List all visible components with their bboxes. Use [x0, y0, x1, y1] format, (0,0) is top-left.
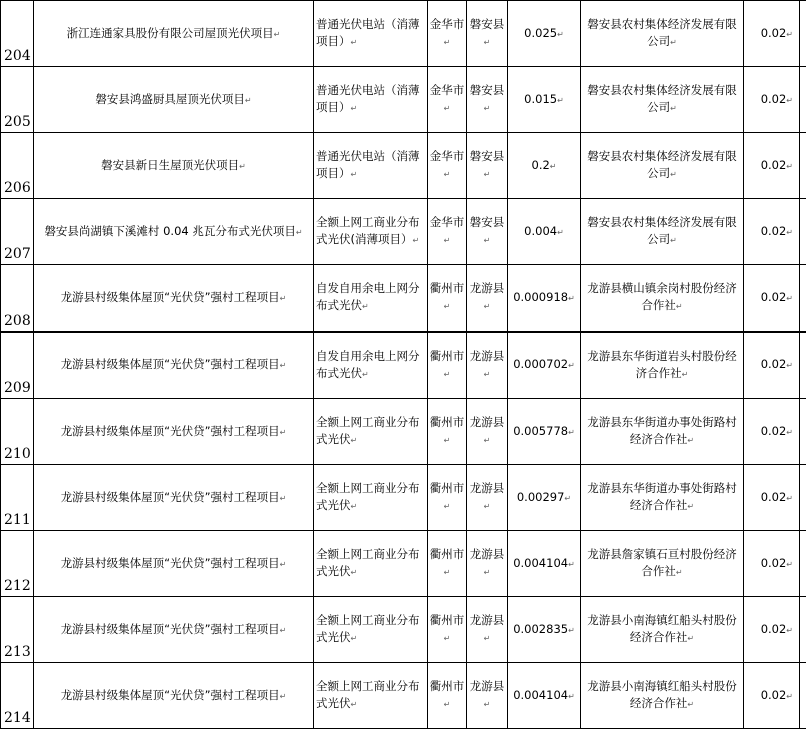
project-type-cell-text: 全额上网工商业分布式光伏 — [316, 415, 420, 446]
row-number-text: 205 — [4, 114, 31, 130]
row-number — [1, 399, 34, 465]
paragraph-mark-icon: ↵ — [483, 170, 491, 179]
capacity-cell-text: 0.015 — [524, 91, 558, 106]
owner-cell — [581, 199, 744, 265]
paragraph-mark-icon: ↵ — [443, 502, 451, 511]
owner-cell-text: 龙游县东华街道岩头村股份经济合作社 — [587, 348, 737, 380]
capacity-cell — [508, 67, 581, 133]
capacity-cell-text: 0.004104 — [513, 555, 569, 570]
city-cell — [428, 332, 467, 399]
row-number-text: 208 — [4, 312, 31, 329]
table-row — [1, 465, 806, 531]
price-cell — [744, 1, 800, 67]
paragraph-mark-icon: ↵ — [675, 568, 683, 577]
county-cell — [467, 265, 508, 332]
paragraph-mark-icon: ↵ — [279, 361, 287, 371]
county-cell — [467, 199, 508, 265]
project-type-cell-text: 普通光伏电站（消薄项目） — [316, 83, 420, 114]
county-cell — [467, 399, 508, 465]
project-name-cell-text: 龙游县村级集体屋顶“光伏贷”强村工程项目 — [60, 289, 280, 304]
project-name-cell — [34, 199, 314, 265]
project-name-cell-text: 龙游县村级集体屋顶“光伏贷”强村工程项目 — [60, 555, 280, 570]
county-cell-text: 龙游县 — [469, 679, 505, 693]
county-cell — [467, 531, 508, 597]
paragraph-mark-icon: ↵ — [443, 38, 451, 47]
capacity-cell — [508, 199, 581, 265]
paragraph-mark-icon: ↵ — [687, 700, 695, 709]
county-cell-text: 磐安县 — [469, 17, 505, 31]
project-name-cell — [34, 265, 314, 332]
capacity-cell — [508, 663, 581, 729]
project-type-cell-text: 全额上网工商业分布式光伏 — [316, 481, 420, 512]
county-cell — [467, 663, 508, 729]
paragraph-mark-icon: ↵ — [786, 29, 793, 39]
project-name-cell — [34, 399, 314, 465]
owner-cell-text: 龙游县东华街道办事处街路村经济合作社 — [587, 481, 737, 512]
paragraph-mark-icon: ↵ — [443, 236, 451, 245]
edge-cell — [800, 465, 806, 531]
edge-cell — [800, 1, 806, 67]
paragraph-mark-icon: ↵ — [279, 493, 287, 503]
project-type-cell — [314, 399, 428, 465]
city-cell — [428, 399, 467, 465]
city-cell-text: 衢州市 — [429, 547, 465, 561]
price-cell — [744, 531, 800, 597]
paragraph-mark-icon: ↵ — [568, 559, 575, 569]
paragraph-mark-icon: ↵ — [568, 293, 575, 303]
project-name-cell-text: 浙江连通家具股份有限公司屋顶光伏项目 — [66, 25, 274, 40]
owner-cell-text: 龙游县詹家镇石亘村股份经济合作社 — [587, 547, 737, 578]
paragraph-mark-icon: ↵ — [687, 502, 695, 511]
paragraph-mark-icon: ↵ — [670, 38, 677, 47]
paragraph-mark-icon: ↵ — [443, 302, 451, 312]
capacity-cell — [508, 465, 581, 531]
table-row — [1, 133, 806, 199]
paragraph-mark-icon: ↵ — [568, 691, 575, 701]
owner-cell-text: 磐安县农村集体经济发展有限公司 — [587, 17, 737, 48]
county-cell-text: 龙游县 — [469, 281, 505, 296]
city-cell — [428, 531, 467, 597]
project-name-cell-text: 龙游县村级集体屋顶“光伏贷”强村工程项目 — [60, 357, 280, 372]
project-type-cell — [314, 265, 428, 332]
paragraph-mark-icon: ↵ — [549, 161, 557, 171]
city-cell-text: 衢州市 — [429, 679, 465, 693]
price-cell — [744, 133, 800, 199]
row-number — [1, 663, 34, 729]
paragraph-mark-icon: ↵ — [483, 104, 491, 113]
project-type-cell — [314, 663, 428, 729]
county-cell — [467, 1, 508, 67]
table-row — [1, 597, 806, 663]
price-cell-text: 0.02 — [760, 357, 787, 372]
project-type-cell-text: 普通光伏电站（消薄项目） — [316, 149, 420, 180]
paragraph-mark-icon: ↵ — [443, 369, 451, 379]
paragraph-mark-icon: ↵ — [443, 568, 451, 577]
owner-cell — [581, 265, 744, 332]
paragraph-mark-icon: ↵ — [557, 95, 564, 105]
owner-cell — [581, 332, 744, 399]
project-type-cell-text: 普通光伏电站（消薄项目） — [316, 17, 420, 48]
project-name-cell-text: 龙游县村级集体屋顶“光伏贷”强村工程项目 — [60, 621, 280, 636]
capacity-cell-text: 0.004104 — [513, 687, 569, 702]
county-cell — [467, 332, 508, 399]
price-cell-text: 0.02 — [760, 687, 787, 702]
capacity-cell — [508, 531, 581, 597]
county-cell-text: 龙游县 — [469, 415, 505, 429]
owner-cell-text: 磐安县农村集体经济发展有限公司 — [587, 215, 737, 246]
county-cell — [467, 597, 508, 663]
paragraph-mark-icon: ↵ — [350, 170, 358, 179]
paragraph-mark-icon: ↵ — [279, 559, 287, 569]
row-number-text: 213 — [4, 644, 31, 660]
row-number — [1, 67, 34, 133]
paragraph-mark-icon: ↵ — [786, 227, 793, 237]
county-cell — [467, 465, 508, 531]
edge-cell — [800, 663, 806, 729]
paragraph-mark-icon: ↵ — [350, 634, 358, 643]
project-type-cell — [314, 67, 428, 133]
paragraph-mark-icon: ↵ — [362, 302, 369, 312]
paragraph-mark-icon: ↵ — [443, 170, 451, 179]
project-name-cell-text: 磐安县尚湖镇下溪滩村 0.04 兆瓦分布式光伏项目 — [44, 223, 296, 238]
county-cell — [467, 133, 508, 199]
paragraph-mark-icon: ↵ — [786, 625, 793, 635]
city-cell-text: 金华市 — [429, 17, 465, 31]
city-cell — [428, 663, 467, 729]
owner-cell-text: 龙游县横山镇余岗村股份经济合作社 — [587, 281, 737, 313]
paragraph-mark-icon: ↵ — [568, 625, 575, 635]
project-name-cell-text: 磐安县鸿盛厨具屋顶光伏项目 — [95, 91, 245, 106]
table-row — [1, 67, 806, 133]
paragraph-mark-icon: ↵ — [483, 568, 491, 577]
project-name-cell — [34, 531, 314, 597]
county-cell-text: 磐安县 — [469, 83, 505, 97]
paragraph-mark-icon: ↵ — [786, 493, 793, 503]
paragraph-mark-icon: ↵ — [483, 634, 491, 643]
owner-cell — [581, 597, 744, 663]
project-name-cell-text: 龙游县村级集体屋顶“光伏贷”强村工程项目 — [60, 687, 280, 702]
capacity-cell-text: 0.002835 — [513, 621, 569, 636]
capacity-cell-text: 0.00297 — [516, 489, 565, 504]
project-type-cell-text: 自发自用余电上网分布式光伏 — [316, 281, 420, 313]
table-row — [1, 199, 806, 265]
owner-cell-text: 磐安县农村集体经济发展有限公司 — [587, 83, 737, 114]
paragraph-mark-icon: ↵ — [350, 38, 358, 47]
project-type-cell — [314, 199, 428, 265]
paragraph-mark-icon: ↵ — [244, 95, 252, 105]
paragraph-mark-icon: ↵ — [443, 700, 451, 709]
project-type-cell — [314, 133, 428, 199]
paragraph-mark-icon: ↵ — [786, 293, 793, 303]
paragraph-mark-icon: ↵ — [670, 170, 677, 179]
paragraph-mark-icon: ↵ — [568, 361, 575, 371]
city-cell-text: 衢州市 — [429, 481, 465, 495]
city-cell — [428, 133, 467, 199]
project-type-cell — [314, 465, 428, 531]
project-name-cell-text: 磐安县新日生屋顶光伏项目 — [101, 157, 240, 172]
owner-cell — [581, 67, 744, 133]
owner-cell-text: 龙游县东华街道办事处街路村经济合作社 — [587, 415, 737, 446]
table-row — [1, 1, 806, 67]
owner-cell-text: 磐安县农村集体经济发展有限公司 — [587, 149, 737, 180]
paragraph-mark-icon: ↵ — [670, 236, 677, 245]
price-cell — [744, 663, 800, 729]
paragraph-mark-icon: ↵ — [483, 302, 491, 312]
paragraph-mark-icon: ↵ — [483, 38, 491, 47]
edge-cell — [800, 199, 806, 265]
city-cell — [428, 67, 467, 133]
paragraph-mark-icon: ↵ — [295, 227, 303, 237]
price-cell — [744, 597, 800, 663]
row-number-text: 210 — [4, 446, 31, 462]
county-cell-text: 磐安县 — [469, 215, 505, 229]
paragraph-mark-icon: ↵ — [786, 691, 793, 701]
table-row — [1, 531, 806, 597]
price-cell-text: 0.02 — [760, 555, 787, 570]
paragraph-mark-icon: ↵ — [786, 559, 793, 569]
paragraph-mark-icon: ↵ — [564, 493, 572, 503]
table-row — [1, 399, 806, 465]
table-row — [1, 332, 806, 399]
capacity-cell-text: 0.000702 — [513, 357, 569, 372]
price-cell-text: 0.02 — [760, 621, 787, 636]
city-cell-text: 衢州市 — [429, 415, 465, 429]
paragraph-mark-icon: ↵ — [557, 29, 564, 39]
paragraph-mark-icon: ↵ — [483, 700, 491, 709]
paragraph-mark-icon: ↵ — [670, 104, 677, 113]
row-number-text: 212 — [4, 578, 31, 594]
project-type-cell — [314, 531, 428, 597]
row-number — [1, 597, 34, 663]
paragraph-mark-icon: ↵ — [443, 634, 451, 643]
capacity-cell-text: 0.2 — [531, 157, 550, 172]
price-cell-text: 0.02 — [760, 25, 787, 40]
capacity-cell — [508, 597, 581, 663]
city-cell — [428, 199, 467, 265]
project-name-cell — [34, 1, 314, 67]
city-cell — [428, 597, 467, 663]
paragraph-mark-icon: ↵ — [279, 625, 287, 635]
paragraph-mark-icon: ↵ — [483, 502, 491, 511]
row-number-text: 207 — [4, 246, 31, 262]
project-name-cell — [34, 663, 314, 729]
project-name-cell — [34, 465, 314, 531]
paragraph-mark-icon: ↵ — [786, 427, 793, 437]
paragraph-mark-icon: ↵ — [687, 436, 695, 445]
price-cell-text: 0.02 — [760, 489, 787, 504]
paragraph-mark-icon: ↵ — [687, 634, 695, 643]
paragraph-mark-icon: ↵ — [443, 436, 451, 445]
price-cell-text: 0.02 — [760, 157, 787, 172]
capacity-cell-text: 0.005778 — [513, 423, 569, 438]
row-number — [1, 1, 34, 67]
price-cell-text: 0.02 — [760, 91, 787, 106]
capacity-cell-text: 0.025 — [524, 25, 558, 40]
county-cell-text: 龙游县 — [469, 547, 505, 561]
row-number-text: 214 — [4, 710, 31, 726]
county-cell-text: 龙游县 — [469, 348, 505, 363]
owner-cell — [581, 133, 744, 199]
price-cell — [744, 399, 800, 465]
price-cell — [744, 465, 800, 531]
edge-cell — [800, 133, 806, 199]
edge-cell — [800, 597, 806, 663]
paragraph-mark-icon: ↵ — [483, 236, 491, 245]
paragraph-mark-icon: ↵ — [350, 568, 358, 577]
capacity-cell-text: 0.000918 — [513, 289, 569, 304]
paragraph-mark-icon: ↵ — [483, 369, 491, 379]
price-cell — [744, 199, 800, 265]
row-number — [1, 199, 34, 265]
edge-cell — [800, 399, 806, 465]
edge-cell — [800, 531, 806, 597]
paragraph-mark-icon: ↵ — [568, 427, 575, 437]
paragraph-mark-icon: ↵ — [786, 95, 793, 105]
paragraph-mark-icon: ↵ — [239, 161, 246, 171]
price-cell — [744, 265, 800, 332]
project-name-cell-text: 龙游县村级集体屋顶“光伏贷”强村工程项目 — [60, 489, 280, 504]
price-cell — [744, 67, 800, 133]
row-number-text: 211 — [4, 512, 31, 528]
paragraph-mark-icon: ↵ — [350, 436, 358, 445]
paragraph-mark-icon: ↵ — [483, 436, 491, 445]
project-name-cell — [34, 332, 314, 399]
row-number-text: 204 — [4, 48, 31, 64]
project-type-cell — [314, 597, 428, 663]
row-number — [1, 332, 34, 399]
project-name-cell — [34, 597, 314, 663]
owner-cell-text: 龙游县小南海镇红船头村股份经济合作社 — [587, 613, 737, 644]
row-number-text: 209 — [4, 380, 31, 396]
paragraph-mark-icon: ↵ — [279, 691, 287, 701]
project-name-cell-text: 龙游县村级集体屋顶“光伏贷”强村工程项目 — [60, 423, 280, 438]
project-type-cell-text: 全额上网工商业分布式光伏(消薄项目） — [316, 215, 420, 246]
capacity-cell — [508, 265, 581, 332]
row-number — [1, 531, 34, 597]
county-cell-text: 磐安县 — [469, 149, 505, 163]
edge-cell — [800, 332, 806, 399]
row-number — [1, 265, 34, 332]
owner-cell — [581, 465, 744, 531]
price-cell-text: 0.02 — [760, 289, 787, 304]
owner-cell — [581, 399, 744, 465]
edge-cell — [800, 265, 806, 332]
paragraph-mark-icon: ↵ — [675, 302, 683, 312]
capacity-cell — [508, 399, 581, 465]
paragraph-mark-icon: ↵ — [362, 369, 369, 379]
city-cell-text: 金华市 — [429, 215, 465, 229]
table-row — [1, 663, 806, 729]
paragraph-mark-icon: ↵ — [273, 29, 281, 39]
paragraph-mark-icon: ↵ — [786, 161, 793, 171]
row-number-text: 206 — [4, 180, 31, 196]
project-type-cell-text: 自发自用余电上网分布式光伏 — [316, 348, 420, 380]
paragraph-mark-icon: ↵ — [443, 104, 451, 113]
city-cell-text: 衢州市 — [429, 281, 465, 296]
county-cell — [467, 67, 508, 133]
paragraph-mark-icon: ↵ — [350, 502, 358, 511]
price-cell-text: 0.02 — [760, 423, 787, 438]
paragraph-mark-icon: ↵ — [279, 427, 287, 437]
project-type-cell — [314, 332, 428, 399]
project-type-cell — [314, 1, 428, 67]
project-type-cell-text: 全额上网工商业分布式光伏 — [316, 613, 420, 644]
paragraph-mark-icon: ↵ — [350, 700, 358, 709]
city-cell-text: 衢州市 — [429, 613, 465, 627]
project-type-cell-text: 全额上网工商业分布式光伏 — [316, 679, 420, 710]
owner-cell — [581, 1, 744, 67]
city-cell-text: 金华市 — [429, 149, 465, 163]
paragraph-mark-icon: ↵ — [350, 104, 358, 113]
price-cell-text: 0.02 — [760, 223, 787, 238]
county-cell-text: 龙游县 — [469, 613, 505, 627]
owner-cell-text: 龙游县小南海镇红船头村股份经济合作社 — [587, 679, 737, 710]
capacity-cell — [508, 1, 581, 67]
city-cell — [428, 1, 467, 67]
county-cell-text: 龙游县 — [469, 481, 505, 495]
capacity-cell — [508, 133, 581, 199]
edge-cell — [800, 67, 806, 133]
row-number — [1, 133, 34, 199]
owner-cell — [581, 531, 744, 597]
paragraph-mark-icon: ↵ — [279, 293, 287, 303]
capacity-cell-text: 0.004 — [524, 223, 558, 238]
paragraph-mark-icon: ↵ — [412, 236, 420, 245]
owner-cell — [581, 663, 744, 729]
paragraph-mark-icon: ↵ — [786, 361, 793, 371]
project-name-cell — [34, 67, 314, 133]
table-row — [1, 265, 806, 332]
paragraph-mark-icon: ↵ — [557, 227, 564, 237]
city-cell-text: 衢州市 — [429, 348, 465, 363]
project-name-cell — [34, 133, 314, 199]
price-cell — [744, 332, 800, 399]
row-number — [1, 465, 34, 531]
city-cell — [428, 265, 467, 332]
paragraph-mark-icon: ↵ — [681, 369, 689, 379]
project-type-cell-text: 全额上网工商业分布式光伏 — [316, 547, 420, 578]
capacity-cell — [508, 332, 581, 399]
city-cell-text: 金华市 — [429, 83, 465, 97]
city-cell — [428, 465, 467, 531]
